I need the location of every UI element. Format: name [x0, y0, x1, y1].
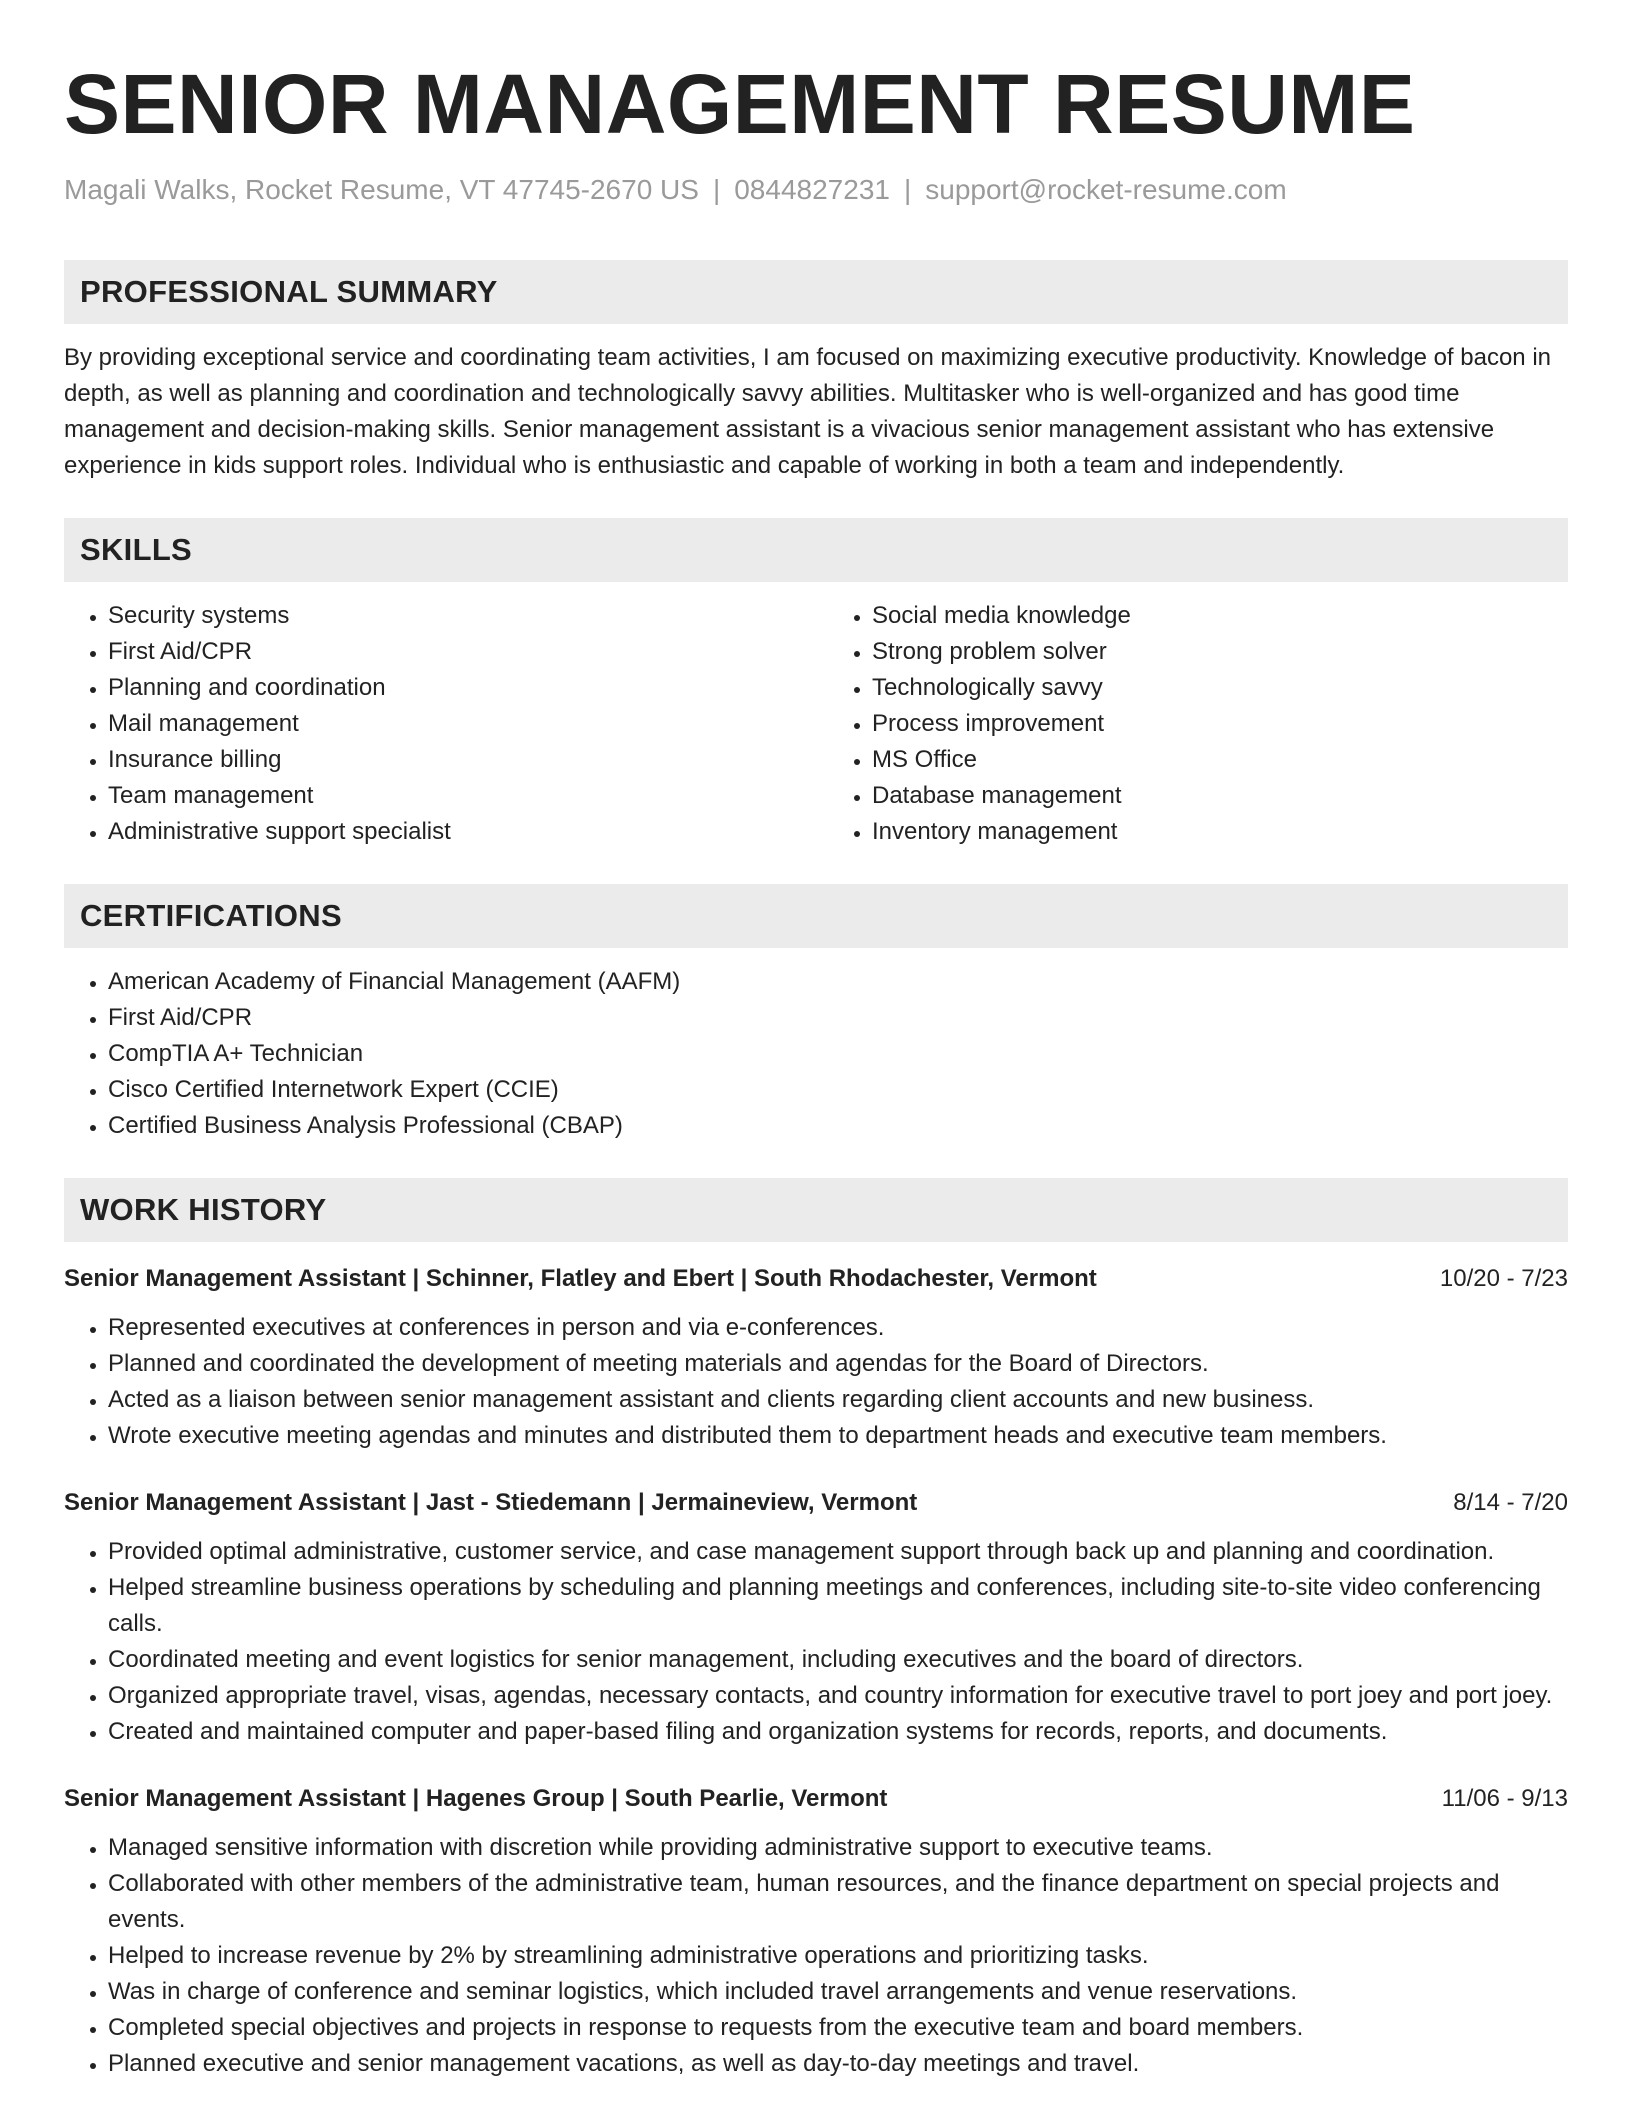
skills-section — [64, 518, 1568, 850]
skill-item: • First Aid/CPR — [108, 634, 850, 670]
page-title: SENIOR MANAGEMENT RESUME — [64, 57, 1416, 151]
section-heading — [64, 260, 1568, 324]
job-bullet: • Collaborated with other members of the administrative team, human resources, and the finance department on special projects and events. — [108, 1866, 1568, 1938]
skill-item: • Social media knowledge — [872, 598, 1568, 634]
work-history-section — [64, 1178, 1568, 2082]
job-bullets — [64, 1830, 1568, 2082]
contact-phone: 0844827231 — [734, 174, 890, 205]
job-bullet: • Was in charge of conference and seminar logistics, which included travel arrangements and venue reservations. — [108, 1974, 1568, 2010]
job-entry — [64, 1782, 1568, 2082]
skills-list-right — [850, 598, 1568, 850]
certifications-heading: CERTIFICATIONS — [80, 898, 342, 933]
job-bullet: • Helped streamline business operations by scheduling and planning meetings and conferences, including site-to-site video conferencing calls. — [108, 1570, 1568, 1642]
job-bullet: • Created and maintained computer and paper-based filing and organization systems for records, reports, and documents. — [108, 1714, 1568, 1750]
job-bullets — [64, 1310, 1568, 1454]
job-bullet: • Coordinated meeting and event logistics for senior management, including executives and the board of directors. — [108, 1642, 1568, 1678]
skill-item: • Security systems — [108, 598, 850, 634]
skill-item: • Insurance billing — [108, 742, 850, 778]
section-heading — [64, 884, 1568, 948]
job-bullet: • Planned executive and senior management vacations, as well as day-to-day meetings and travel. — [108, 2046, 1568, 2082]
skill-item: • Strong problem solver — [872, 634, 1568, 670]
job-bullet: • Planned and coordinated the development of meeting materials and agendas for the Board of Directors. — [108, 1346, 1568, 1382]
skills-columns — [64, 582, 1568, 850]
certifications-list — [64, 964, 1568, 1144]
skills-list-left — [64, 598, 850, 850]
job-entry — [64, 1486, 1568, 1750]
skill-item: • Planning and coordination — [108, 670, 850, 706]
skill-item: • Database management — [872, 778, 1568, 814]
summary-heading: PROFESSIONAL SUMMARY — [80, 274, 498, 309]
skill-item: • MS Office — [872, 742, 1568, 778]
job-bullet: • Managed sensitive information with discretion while providing administrative support to executive teams. — [108, 1830, 1568, 1866]
job-header — [64, 1262, 1568, 1296]
contact-separator: | — [712, 174, 721, 205]
skill-item: • Team management — [108, 778, 850, 814]
certification-item: • Cisco Certified Internetwork Expert (CCIE) — [108, 1072, 1568, 1108]
job-title: Senior Management Assistant | Schinner, Flatley and Ebert | South Rhodachester, Vermont — [64, 1265, 1097, 1292]
job-entry — [64, 1262, 1568, 1454]
skill-item: • Mail management — [108, 706, 850, 742]
certification-item: • CompTIA A+ Technician — [108, 1036, 1568, 1072]
certifications-section — [64, 884, 1568, 1144]
skill-item: • Process improvement — [872, 706, 1568, 742]
contact-separator: | — [903, 174, 912, 205]
certification-item: • Certified Business Analysis Professional (CBAP) — [108, 1108, 1568, 1144]
certification-item: • American Academy of Financial Management (AAFM) — [108, 964, 1568, 1000]
job-bullet: • Organized appropriate travel, visas, agendas, necessary contacts, and country information for executive travel to port joey and port joey. — [108, 1678, 1568, 1714]
summary-section — [64, 260, 1568, 484]
job-bullet: • Represented executives at conferences in person and via e-conferences. — [108, 1310, 1568, 1346]
job-dates: 10/20 - 7/23 — [1439, 1265, 1568, 1292]
certification-item: • First Aid/CPR — [108, 1000, 1568, 1036]
skill-item: • Administrative support specialist — [108, 814, 850, 850]
skills-heading: SKILLS — [80, 532, 193, 567]
job-bullet: • Completed special objectives and projects in response to requests from the executive team and board members. — [108, 2010, 1568, 2046]
skill-item: • Technologically savvy — [872, 670, 1568, 706]
job-bullet: • Helped to increase revenue by 2% by streamlining administrative operations and prioritizing tasks. — [108, 1938, 1568, 1974]
contact-email[interactable]: support@rocket-resume.com — [925, 174, 1287, 205]
job-title: Senior Management Assistant | Jast - Stiedemann | Jermaineview, Vermont — [64, 1489, 918, 1516]
work-heading: WORK HISTORY — [80, 1192, 327, 1227]
section-heading — [64, 1178, 1568, 1242]
job-bullet: • Acted as a liaison between senior management assistant and clients regarding client accounts and new business. — [108, 1382, 1568, 1418]
section-heading — [64, 518, 1568, 582]
job-bullets — [64, 1534, 1568, 1750]
job-dates: 8/14 - 7/20 — [1453, 1489, 1568, 1516]
job-bullet: • Wrote executive meeting agendas and minutes and distributed them to department heads and executive team members. — [108, 1418, 1568, 1454]
summary-text: By providing exceptional service and coordinating team activities, I am focused on maximizing executive productivity. Knowledge of bacon in depth, as well as planning and coordination and technologically savvy abilities. Multitasker who is well-organized and has good time management and decision-making skills. Senior management assistant is a vivacious senior management assistant who has extensive experience in kids support roles. Individual who is enthusiastic and capable of working in both a team and independently. — [64, 344, 1552, 479]
skill-item: • Inventory management — [872, 814, 1568, 850]
job-bullet: • Provided optimal administrative, customer service, and case management support through back up and planning and coordination. — [108, 1534, 1568, 1570]
job-title: Senior Management Assistant | Hagenes Group | South Pearlie, Vermont — [64, 1785, 888, 1812]
job-dates: 11/06 - 9/13 — [1441, 1785, 1568, 1812]
contact-address: Magali Walks, Rocket Resume, VT 47745-2670 US — [64, 174, 699, 205]
contact-line — [64, 172, 1568, 208]
job-header — [64, 1486, 1568, 1520]
job-header — [64, 1782, 1568, 1816]
